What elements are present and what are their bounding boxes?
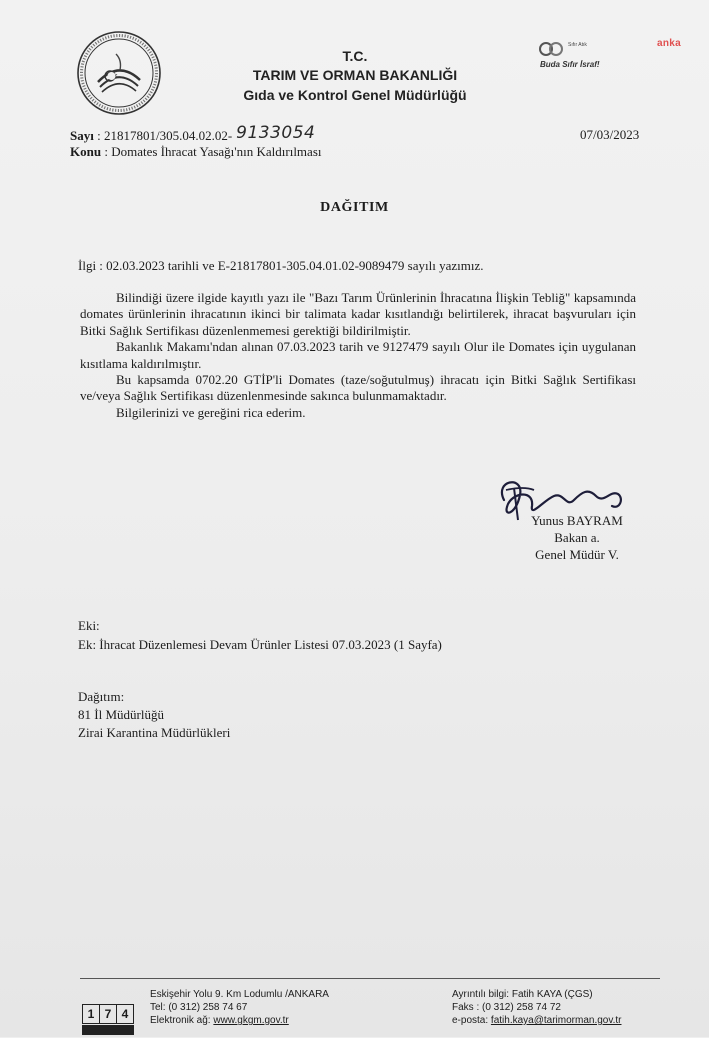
footer-email-link[interactable]: fatih.kaya@tarimorman.gov.tr xyxy=(490,1015,622,1026)
footer-right xyxy=(452,988,622,1027)
alo-digit: 1 xyxy=(83,1005,100,1023)
alo-digit: 4 xyxy=(121,1007,129,1021)
body-paragraph-4: Bilgilerinizi ve gereğini rica ederim. xyxy=(116,404,306,420)
alo-digit: 7 xyxy=(100,1005,117,1023)
zero-waste-icon xyxy=(538,40,568,60)
zero-waste-logo xyxy=(538,40,628,74)
letter-body xyxy=(80,290,636,421)
footer-web-line xyxy=(150,1014,329,1027)
dagitim-item-1: 81 İl Müdürlüğü xyxy=(78,707,164,722)
signatory-name: Yunus BAYRAM xyxy=(531,513,623,528)
footer-email-line xyxy=(452,1014,622,1027)
footer-web-link[interactable]: www.gkgm.gov.tr xyxy=(213,1015,289,1026)
header-ministry: TARIM VE ORMAN BAKANLIĞI xyxy=(252,67,458,83)
footer-left xyxy=(150,988,329,1027)
signature-block xyxy=(468,470,648,580)
ekler-label: Eki: xyxy=(78,618,100,633)
header-tc: T.C. xyxy=(342,48,368,64)
ministry-logo-icon xyxy=(76,30,162,116)
footer-fax: Faks : (0 312) 258 74 72 xyxy=(452,1002,561,1013)
sayi-handwritten: 9133054 xyxy=(236,123,316,143)
signatory xyxy=(512,512,642,563)
sayi-value: : 21817801/305.04.02.02- xyxy=(97,128,233,143)
document-date: 07/03/2023 xyxy=(580,127,640,142)
letterhead xyxy=(190,48,520,105)
ekler-item: Ek: İhracat Düzenlemesi Devam Ürünler Listesi 07.03.2023 (1 Sayfa) xyxy=(78,637,442,652)
watermark: anka xyxy=(657,38,681,49)
signatory-title-2: Genel Müdür V. xyxy=(535,547,619,562)
footer-web-label: Elektronik ağ: xyxy=(150,1015,214,1026)
alo-174-logo xyxy=(82,1004,134,1038)
footer-address: Eskişehir Yolu 9. Km Lodumlu /ANKARA xyxy=(150,989,329,1000)
document-title: DAĞITIM xyxy=(320,200,389,215)
footer-divider xyxy=(80,978,660,979)
dagitim-label: Dağıtım: xyxy=(78,689,125,704)
header-directorate: Gıda ve Kontrol Genel Müdürlüğü xyxy=(243,87,467,103)
footer-info: Ayrıntılı bilgi: Fatih KAYA (ÇGS) xyxy=(452,989,593,1000)
signatory-title-1: Bakan a. xyxy=(554,530,600,545)
konu-line xyxy=(70,144,322,160)
sayi-label: Sayı xyxy=(70,128,94,143)
footer-email-label: e-posta: xyxy=(452,1015,491,1026)
sayi-line xyxy=(70,125,315,145)
body-paragraph-3: Bu kapsamda 0702.20 GTİP'li Domates (taze/soğutulmuş) ihracatı için Bitki Sağlık Sertifikası ve/veya Sağlık Sertifikası düzenlenmesinde sakınca bulunmamaktadır. xyxy=(80,372,636,404)
alo-band xyxy=(82,1025,134,1035)
body-paragraph-1: Bilindiği üzere ilgide kayıtlı yazı ile "Bazı Tarım Ürünlerinin İhracatına İlişkin Tebliğ" kapsamında domates ürünlerinin ihracatının ikinci bir talimata kadar kısıtlandığı belirtilerek, ihracat başvuruları için Bitki Sağlık Sertifikası düzenlenmemesi gerektiği bildirilmiştir. xyxy=(80,290,636,338)
zero-waste-slogan: Buda Sıfır İsraf! xyxy=(540,60,600,69)
dagitim-item-2: Zirai Karantina Müdürlükleri xyxy=(78,725,231,740)
zero-waste-small-text: Sıfır Atık xyxy=(568,42,587,48)
konu-label: Konu xyxy=(70,144,102,159)
konu-value: : Domates İhracat Yasağı'nın Kaldırılması xyxy=(104,144,322,159)
ilgi-line: İlgi : 02.03.2023 tarihli ve E-21817801-305.04.01.02-9089479 sayılı yazımız. xyxy=(78,258,484,273)
footer-tel: Tel: (0 312) 258 74 67 xyxy=(150,1002,248,1013)
body-paragraph-2: Bakanlık Makamı'ndan alınan 07.03.2023 tarih ve 9127479 sayılı Olur ile Domates için uygulanan kısıtlama kaldırılmıştır. xyxy=(80,339,636,371)
